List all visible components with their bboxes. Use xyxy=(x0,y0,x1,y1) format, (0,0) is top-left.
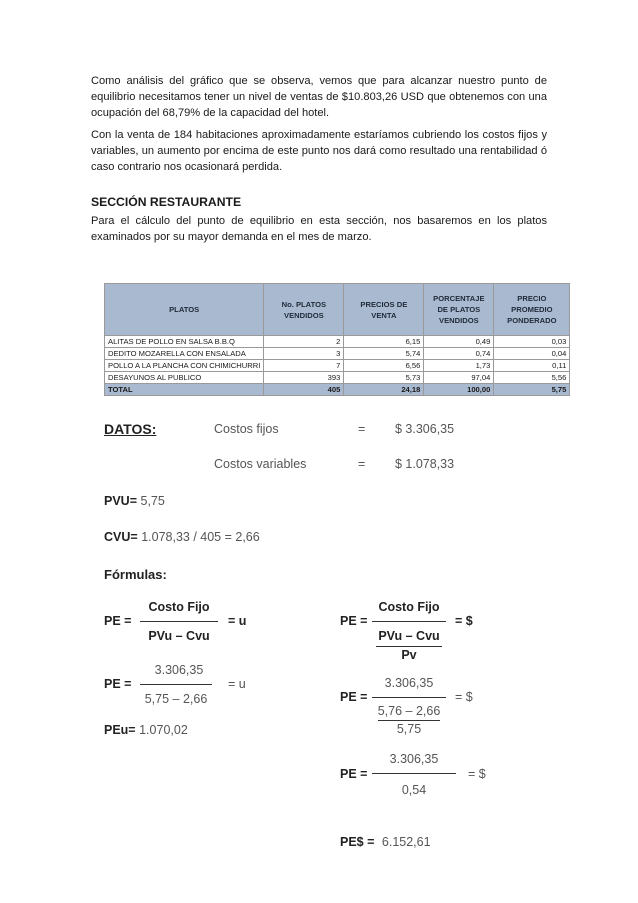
cell-ponderado: 0,03 xyxy=(494,336,570,348)
cell-total-vendidos: 405 xyxy=(264,384,344,396)
cell-total-ponderado: 5,75 xyxy=(494,384,570,396)
left-pe2-label: PE = xyxy=(104,677,132,691)
costos-variables-value: $ 1.078,33 xyxy=(395,457,455,471)
right-numerator-2: 3.306,35 xyxy=(384,676,434,690)
table-row xyxy=(105,372,570,384)
costos-fijos-value: $ 3.306,35 xyxy=(395,422,455,436)
cell-vendidos: 2 xyxy=(264,336,344,348)
right-denominator-3: 0,54 xyxy=(401,783,427,797)
peu-value: 1.070,02 xyxy=(139,723,188,737)
cell-vendidos: 393 xyxy=(264,372,344,384)
right-fraction-bar xyxy=(372,621,446,622)
left-result-unit: = u xyxy=(228,614,247,628)
left-numerator: Costo Fijo xyxy=(148,600,210,614)
header-precio-promedio: PRECIO PROMEDIO PONDERADO xyxy=(494,284,570,336)
right-pe2-label: PE = xyxy=(340,690,368,704)
cell-vendidos: 7 xyxy=(264,360,344,372)
left-denominator-2: 5,75 – 2,66 xyxy=(144,692,208,706)
paragraph-analysis: Como análisis del gráfico que se observa, vemos que para alcanzar nuestro punto de equilibrio necesitamos tener un nivel de ventas de $10.803,26 USD que obtenemos con una ocupación del 68,79% de la capacidad del hotel. xyxy=(91,75,547,119)
header-vendidos: No. PLATOS VENDIDOS xyxy=(264,284,344,336)
cell-total-porcentaje: 100,00 xyxy=(424,384,494,396)
right-pe-label: PE = xyxy=(340,614,368,628)
right-result-unit-3: = $ xyxy=(468,767,486,781)
cvu-value: 1.078,33 / 405 = 2,66 xyxy=(141,530,260,544)
right-result-unit-2: = $ xyxy=(455,690,473,704)
right-fraction-bar-3 xyxy=(372,773,456,774)
pes-label: PE$ = xyxy=(340,835,375,849)
right-denominator-2-top: 5,76 – 2,66 xyxy=(377,704,441,718)
table-total-row xyxy=(105,384,570,396)
section-heading: SECCIÓN RESTAURANTE xyxy=(91,195,242,209)
right-denominator-bottom: Pv xyxy=(401,648,417,662)
cell-vendidos: 3 xyxy=(264,348,344,360)
peu-label: PEu= xyxy=(104,723,136,737)
platos-table xyxy=(104,283,570,396)
cell-total-precio: 24,18 xyxy=(344,384,424,396)
costos-variables-label: Costos variables xyxy=(214,457,307,471)
cell-precio: 6,56 xyxy=(344,360,424,372)
cell-plato: DEDITO MOZARELLA CON ENSALADA xyxy=(105,348,264,360)
cell-plato: ALITAS DE POLLO EN SALSA B.B.Q xyxy=(105,336,264,348)
cell-plato: DESAYUNOS AL PUBLICO xyxy=(105,372,264,384)
peu-line xyxy=(104,723,188,737)
left-result-unit-2: = u xyxy=(228,677,246,691)
cell-ponderado: 0,04 xyxy=(494,348,570,360)
header-porcentaje: PORCENTAJE DE PLATOS VENDIDOS xyxy=(424,284,494,336)
table-row xyxy=(105,360,570,372)
formulas-title: Fórmulas: xyxy=(104,567,167,582)
datos-title: DATOS: xyxy=(104,421,157,437)
header-precio-venta: PRECIOS DE VENTA xyxy=(344,284,424,336)
cell-porcentaje: 1,73 xyxy=(424,360,494,372)
pes-value: 6.152,61 xyxy=(381,835,431,849)
table-row xyxy=(105,336,570,348)
cell-porcentaje: 0,74 xyxy=(424,348,494,360)
paragraph-restaurant: Para el cálculo del punto de equilibrio en esta sección, nos basaremos en los platos examinados por su mayor demanda en el mes de marzo. xyxy=(91,215,547,243)
paragraph-rooms: Con la venta de 184 habitaciones aproximadamente estaríamos cubriendo los costos fijos y variables, un aumento por encima de este punto nos dará como resultado una rentabilidad ó caso contrario nos ocasionará perdida. xyxy=(91,129,547,173)
cell-precio: 5,74 xyxy=(344,348,424,360)
costos-variables-equals: = xyxy=(358,457,366,471)
cell-porcentaje: 0,49 xyxy=(424,336,494,348)
right-fraction-bar-2 xyxy=(372,697,446,698)
header-platos: PLATOS xyxy=(105,284,264,336)
cvu-label: CVU= xyxy=(104,530,138,544)
table-row xyxy=(105,348,570,360)
cvu-line xyxy=(104,530,260,544)
left-pe-label: PE = xyxy=(104,614,132,628)
cell-total-label: TOTAL xyxy=(105,384,264,396)
costos-fijos-equals: = xyxy=(358,422,366,436)
pes-line xyxy=(340,835,431,849)
cell-plato: POLLO A LA PLANCHA CON CHIMICHURRI xyxy=(105,360,264,372)
pvu-value: 5,75 xyxy=(140,494,165,508)
right-denominator-2-bottom: 5,75 xyxy=(396,722,422,736)
cell-ponderado: 5,56 xyxy=(494,372,570,384)
right-pe3-label: PE = xyxy=(340,767,368,781)
pvu-line xyxy=(104,494,165,508)
cell-porcentaje: 97,04 xyxy=(424,372,494,384)
right-numerator: Costo Fijo xyxy=(378,600,440,614)
left-denominator: PVu – Cvu xyxy=(148,629,210,643)
pvu-label: PVU= xyxy=(104,494,138,508)
cell-precio: 5,73 xyxy=(344,372,424,384)
right-inner-fraction-bar xyxy=(376,646,442,647)
cell-ponderado: 0,11 xyxy=(494,360,570,372)
table-header-row xyxy=(105,284,570,336)
left-numerator-2: 3.306,35 xyxy=(154,663,204,677)
costos-fijos-label: Costos fijos xyxy=(214,422,279,436)
right-result-unit: = $ xyxy=(455,614,473,628)
right-denominator-top: PVu – Cvu xyxy=(378,629,440,643)
right-numerator-3: 3.306,35 xyxy=(389,752,439,766)
right-inner-fraction-bar-2 xyxy=(378,720,440,721)
cell-precio: 6,15 xyxy=(344,336,424,348)
left-fraction-bar-2 xyxy=(140,684,212,685)
left-fraction-bar xyxy=(140,621,218,622)
